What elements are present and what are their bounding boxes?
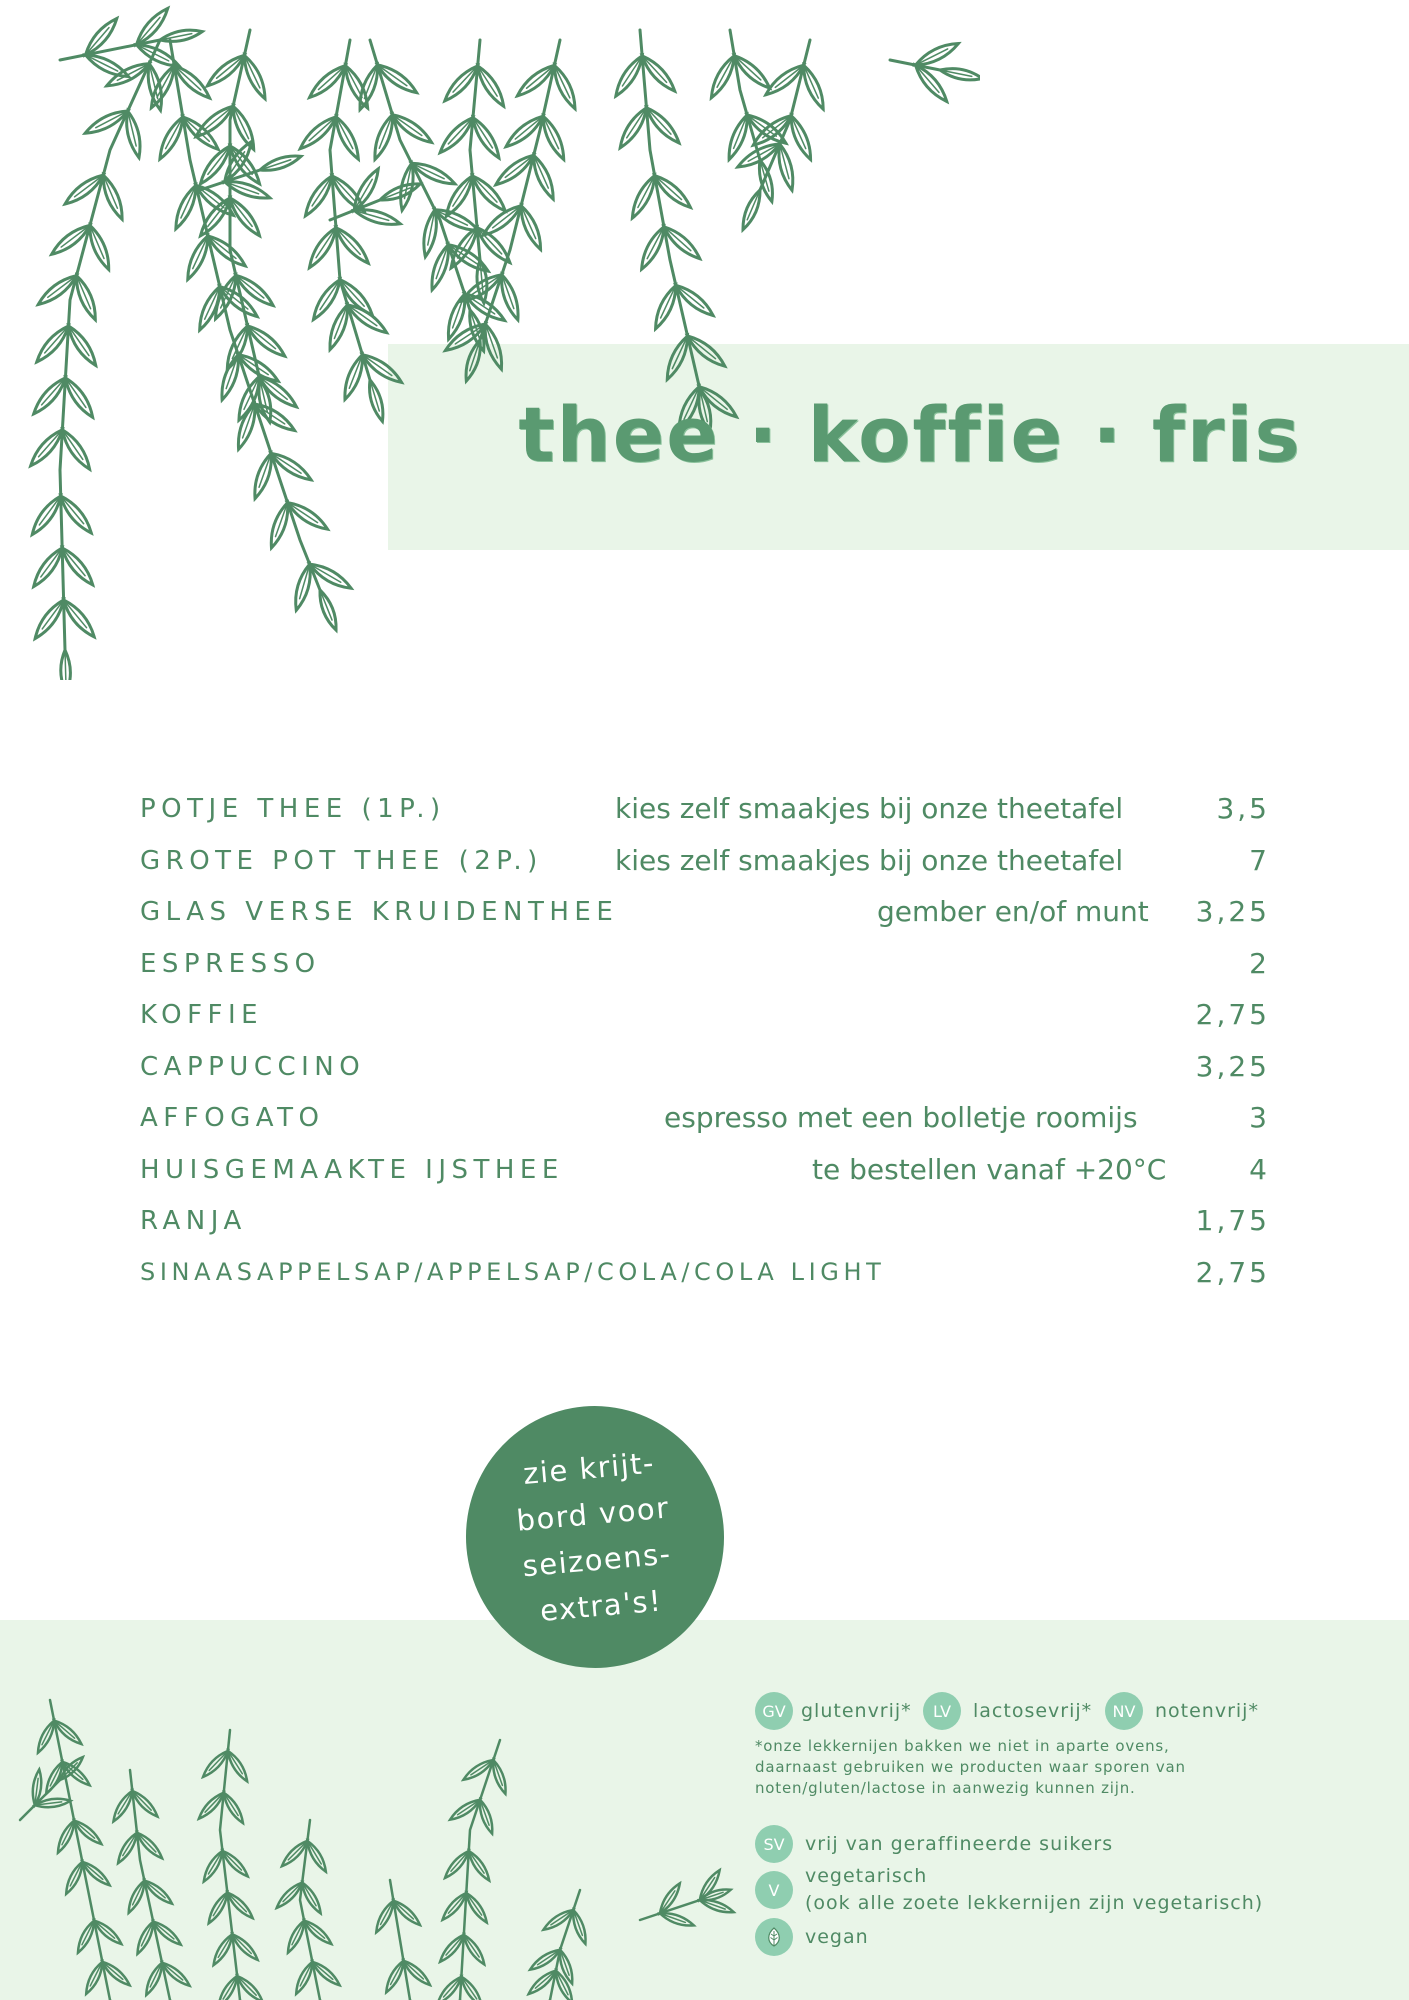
item-description: te bestellen vanaf +20°C [812, 1152, 1167, 1186]
v-badge: V [755, 1871, 793, 1909]
menu-row [140, 840, 1270, 892]
item-name: GROTE POT THEE (2P.) [140, 845, 543, 876]
gv-label: glutenvrij* [801, 1700, 912, 1722]
item-price: 7 [1249, 843, 1270, 877]
footnote-line: daarnaast gebruiken we producten waar sporen van [755, 1758, 1186, 1776]
item-price: 2 [1249, 946, 1270, 980]
drinks-menu [140, 788, 1270, 1303]
gv-badge: GV [755, 1692, 793, 1730]
legend-sv [755, 1825, 1113, 1863]
item-price: 3,25 [1195, 895, 1270, 928]
item-price: 2,75 [1195, 1255, 1270, 1289]
item-name: ESPRESSO [140, 948, 321, 979]
item-description: kies zelf smaakjes bij onze theetafel [615, 843, 1124, 877]
item-description: gember en/of munt [877, 895, 1149, 928]
menu-row [140, 1252, 1270, 1304]
page-title: thee · koffie · fris [518, 390, 1302, 479]
item-price: 3,25 [1195, 1049, 1270, 1083]
legend-v [755, 1863, 1263, 1917]
menu-row [140, 1046, 1270, 1098]
item-name: CAPPUCCINO [140, 1051, 366, 1082]
item-price: 3,5 [1216, 792, 1270, 825]
footnote-line: noten/gluten/lactose in aanwezig kunnen zijn. [755, 1779, 1136, 1797]
legend-gv [755, 1692, 912, 1730]
item-description: espresso met een bolletje roomijs [664, 1101, 1138, 1134]
item-price: 1,75 [1195, 1204, 1270, 1237]
menu-row [140, 1097, 1270, 1149]
item-price: 3 [1249, 1101, 1270, 1134]
footnote-line: *onze lekkernijen bakken we niet in aparte ovens, [755, 1737, 1170, 1755]
item-description: kies zelf smaakjes bij onze theetafel [615, 792, 1124, 825]
legend-lv [923, 1692, 1092, 1730]
lv-badge: LV [923, 1692, 961, 1730]
vegan-label: vegan [805, 1926, 869, 1948]
item-price: 2,75 [1195, 998, 1270, 1031]
item-name: KOFFIE [140, 1000, 264, 1030]
legend-vegan [755, 1918, 869, 1956]
menu-row [140, 1149, 1270, 1201]
menu-row [140, 1200, 1270, 1252]
item-name: SINAASAPPELSAP/APPELSAP/COLA/COLA LIGHT [140, 1257, 886, 1286]
seasonal-extras-text: zie krijt- bord voor seizoens- extra's! [515, 1445, 673, 1629]
item-name: GLAS VERSE KRUIDENTHEE [140, 897, 619, 927]
menu-row [140, 788, 1270, 840]
lv-label: lactosevrij* [973, 1700, 1093, 1722]
item-name: RANJA [140, 1206, 247, 1236]
menu-row [140, 994, 1270, 1046]
nv-label: notenvrij* [1155, 1700, 1259, 1722]
nv-badge: NV [1105, 1692, 1143, 1730]
legend-nv [1105, 1692, 1259, 1730]
v-note: (ook alle zoete lekkernijen zijn vegetarisch) [805, 1892, 1264, 1914]
menu-row [140, 891, 1270, 943]
item-name: POTJE THEE (1P.) [140, 794, 446, 824]
item-price: 4 [1249, 1152, 1270, 1186]
leaf-icon [755, 1918, 793, 1956]
menu-row [140, 943, 1270, 995]
sv-badge: SV [755, 1825, 793, 1863]
hanging-leaves-illustration [0, 0, 980, 680]
sv-label: vrij van geraffineerde suikers [805, 1833, 1114, 1855]
item-name: AFFOGATO [140, 1103, 325, 1133]
item-name: HUISGEMAAKTE IJSTHEE [140, 1154, 564, 1185]
v-label: vegetarisch [805, 1865, 928, 1887]
